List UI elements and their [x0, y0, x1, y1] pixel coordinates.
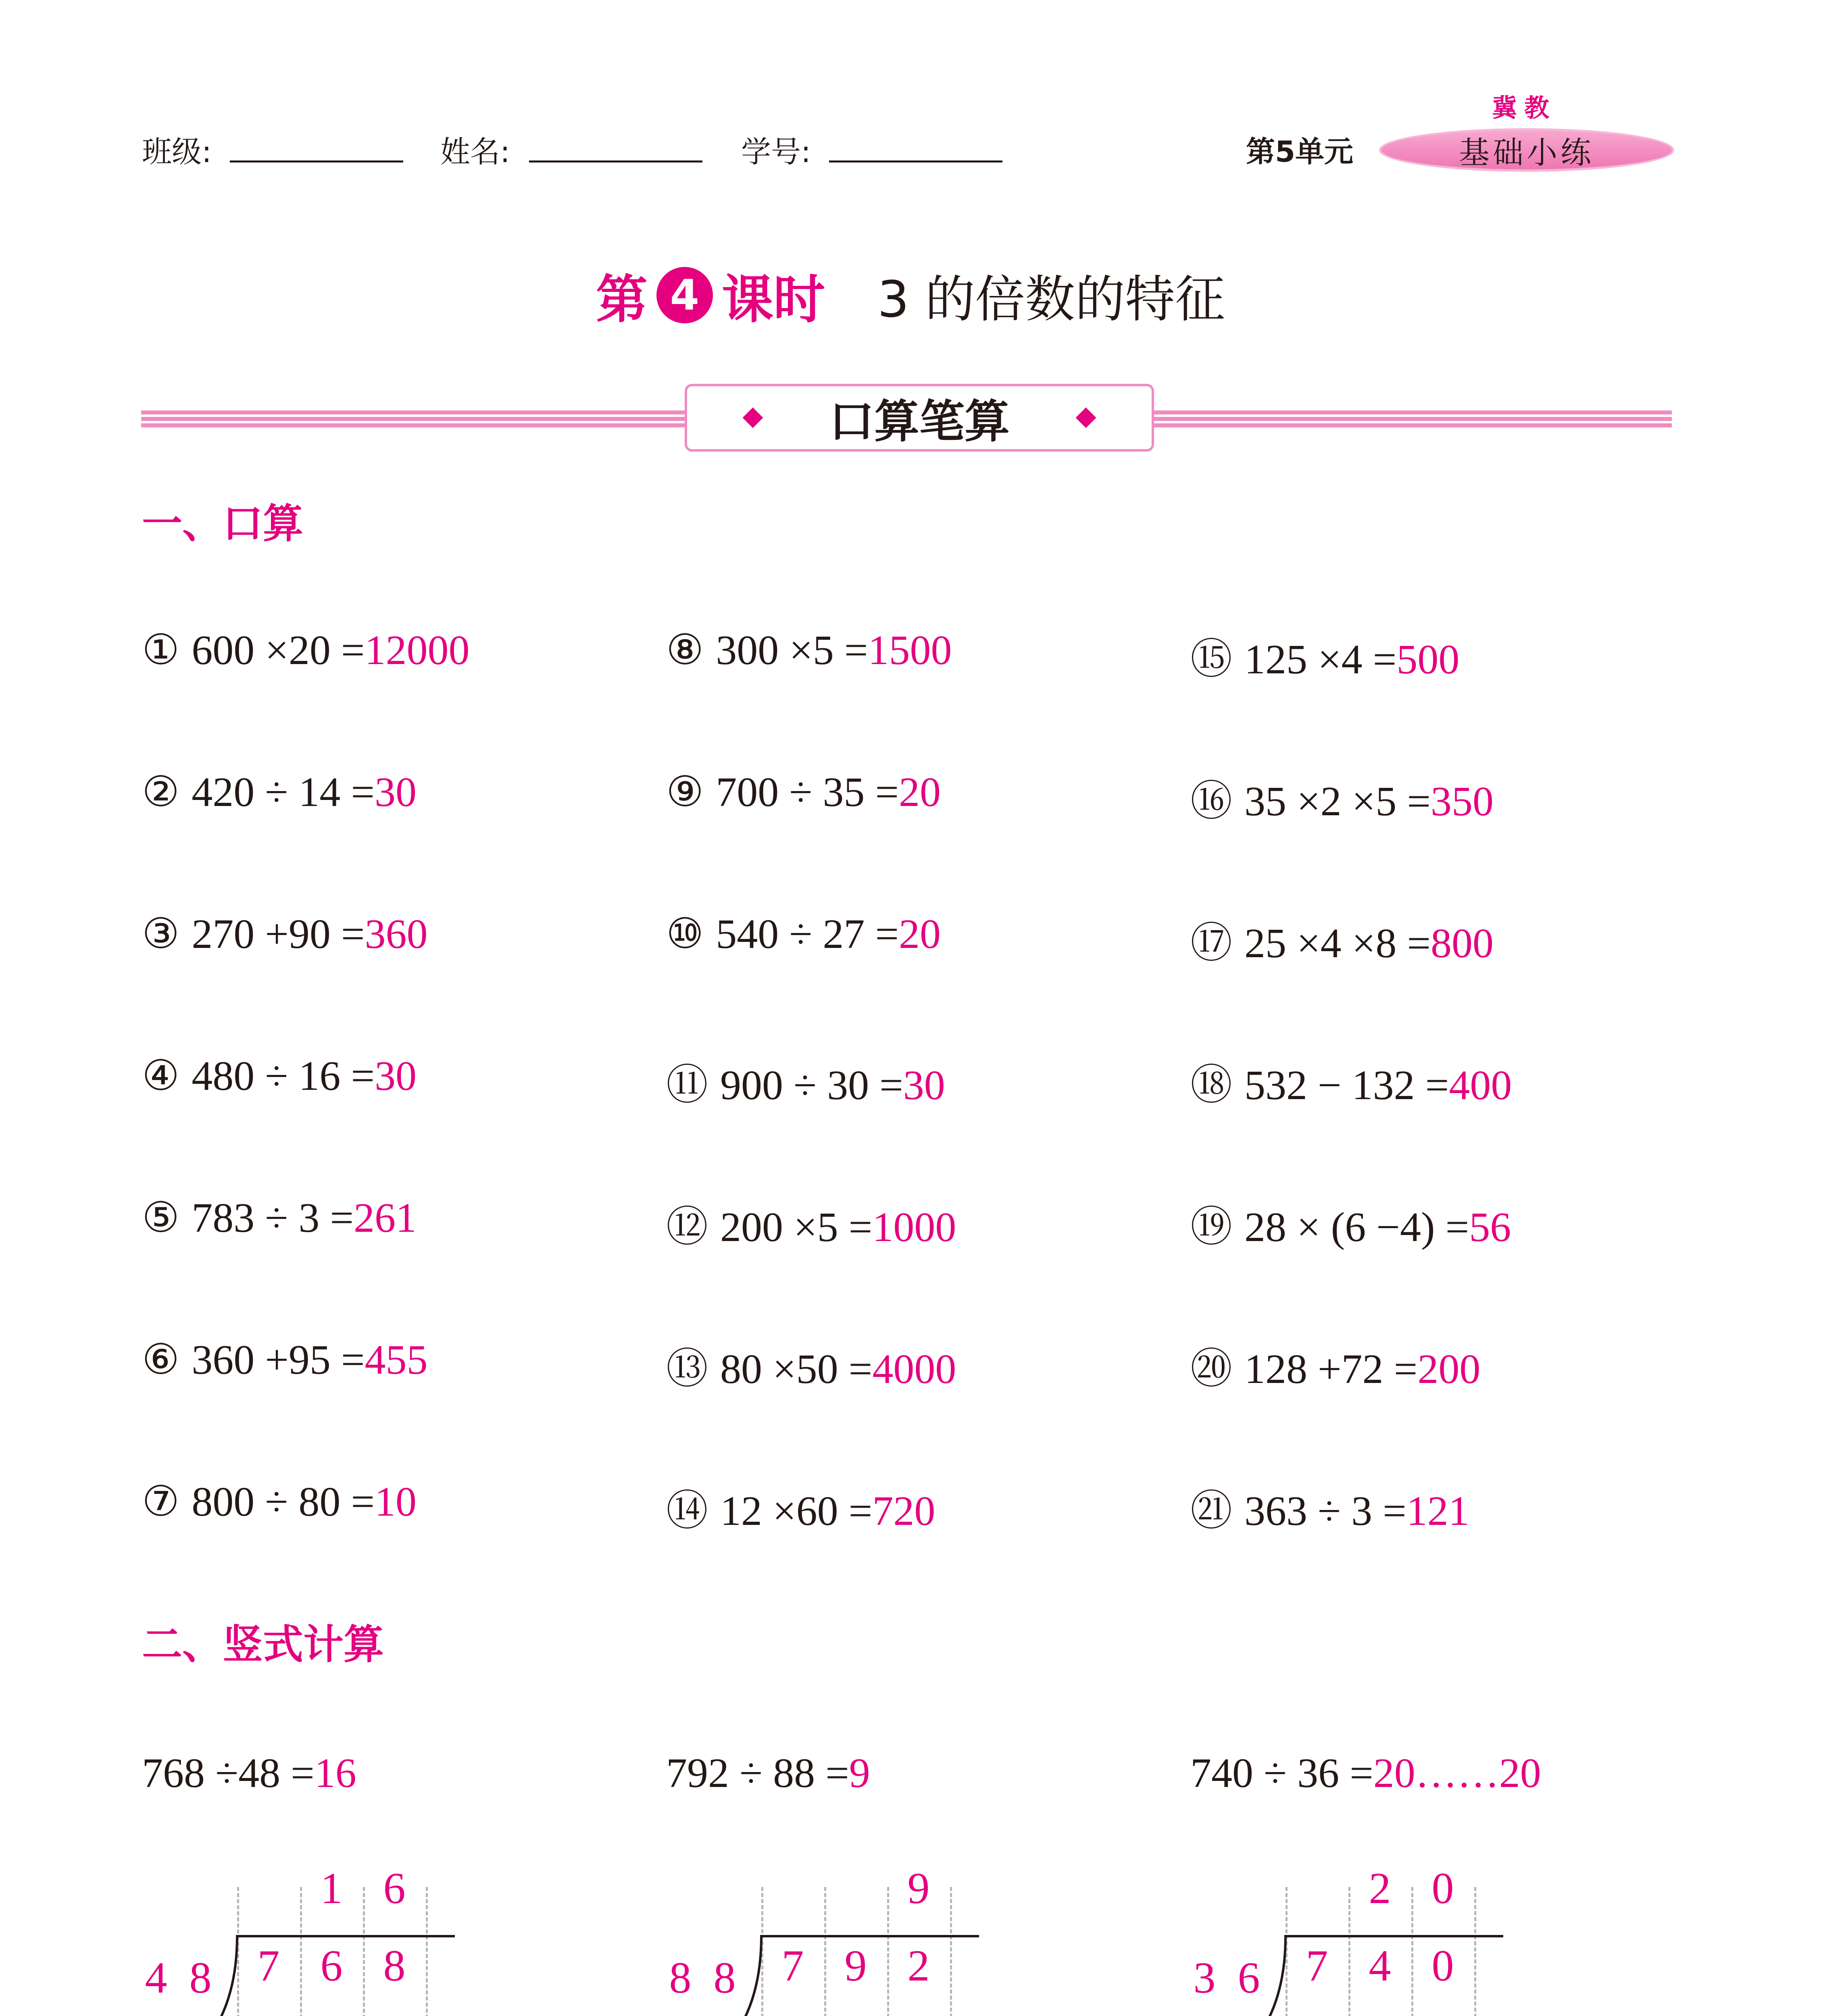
problem-number: ⑪ [666, 1062, 708, 1108]
mental-math-problem [1190, 767, 1494, 827]
problem-answer[interactable]: 20 [898, 911, 941, 957]
problem-number: ⑩ [666, 911, 704, 957]
work-digit: 6 [320, 1941, 343, 1990]
problem-answer[interactable]: 1000 [872, 1204, 956, 1250]
divisor-digit: 8 [189, 1953, 212, 2002]
problem-number: ⑧ [666, 627, 704, 673]
problem-expression: 80 ×50 = [720, 1346, 873, 1392]
problem-expression: 532 − 132 = [1244, 1062, 1449, 1108]
lesson-suffix: 课时 [721, 270, 825, 330]
problem-number: ⑯ [1190, 778, 1233, 825]
problem-expression: 125 ×4 = [1244, 636, 1397, 683]
problem-number: ① [142, 627, 180, 673]
problem-expression: 600 ×20 = [192, 627, 365, 673]
brand-name: 基础小练 [1459, 134, 1594, 171]
class-label: 班级: [142, 135, 212, 169]
problem-answer[interactable]: 400 [1449, 1062, 1512, 1108]
problem-expression: 35 ×2 ×5 = [1244, 778, 1431, 825]
problem-answer[interactable]: 30 [903, 1062, 945, 1108]
divisor-digit: 3 [1193, 1953, 1216, 2002]
class-blank[interactable] [230, 160, 403, 162]
problem-expression: 363 ÷ 3 = [1244, 1488, 1406, 1534]
mental-math-problem [666, 909, 941, 958]
quotient-digit: 9 [907, 1864, 930, 1913]
division-expression: 740 ÷ 36 = [1190, 1750, 1373, 1796]
problem-expression: 128 +72 = [1244, 1346, 1418, 1392]
student-id-label: 学号: [741, 135, 811, 169]
diamond-icon [743, 408, 763, 428]
mental-math-problem [1190, 909, 1494, 969]
problem-number: ⑱ [1190, 1062, 1233, 1108]
mental-math-problem [1190, 625, 1459, 685]
diamond-icon [1075, 408, 1096, 428]
divisor-digit: 8 [669, 1953, 692, 2002]
problem-answer[interactable]: 200 [1417, 1346, 1481, 1392]
name-blank[interactable] [529, 160, 702, 162]
mental-math-problem [142, 1335, 428, 1384]
mental-math-problem [142, 1051, 417, 1100]
problem-answer[interactable]: 360 [365, 911, 428, 957]
problem-answer[interactable]: 800 [1430, 920, 1494, 966]
work-digit: 4 [1369, 1941, 1391, 1990]
work-digit: 2 [907, 1941, 930, 1990]
lesson-topic: 3 的倍数的特征 [877, 271, 1225, 329]
problem-answer[interactable]: 30 [374, 1053, 417, 1099]
brand-publisher: 冀教 [1492, 93, 1557, 123]
problem-number: ⑤ [142, 1195, 180, 1241]
work-digit: 9 [844, 1941, 867, 1990]
problem-expression: 700 ÷ 35 = [716, 769, 899, 815]
mental-math-problem [666, 625, 952, 674]
problem-answer[interactable]: 500 [1396, 636, 1460, 683]
problem-answer[interactable]: 12000 [365, 627, 470, 673]
problem-answer[interactable]: 720 [872, 1488, 936, 1534]
work-digit: 7 [1306, 1941, 1328, 1990]
problem-expression: 800 ÷ 80 = [192, 1479, 375, 1525]
mental-math-problem [1190, 1477, 1469, 1537]
mental-math-problem [142, 1193, 417, 1242]
section-mental-math-title: 一、口算 [142, 500, 303, 547]
division-answer[interactable]: 9 [849, 1750, 870, 1796]
brand-logo [1379, 128, 1674, 172]
division-problem [666, 1749, 870, 1797]
unit-label: 第5单元 [1246, 135, 1354, 169]
problem-expression: 783 ÷ 3 = [192, 1195, 354, 1241]
problem-expression: 200 ×5 = [720, 1204, 873, 1250]
problem-number: ④ [142, 1053, 180, 1099]
lesson-number: 4 [656, 267, 713, 323]
page-title [0, 258, 1821, 332]
problem-expression: 480 ÷ 16 = [192, 1053, 375, 1099]
problem-answer[interactable]: 20 [898, 769, 941, 815]
problem-number: ③ [142, 911, 180, 957]
problem-number: ㉑ [1190, 1488, 1233, 1534]
mental-math-problem [666, 767, 941, 816]
quotient-digit: 6 [383, 1864, 406, 1913]
mental-math-problem [142, 909, 428, 958]
problem-number: ⑥ [142, 1337, 180, 1383]
problem-number: ⑫ [666, 1204, 708, 1250]
division-answer[interactable]: 20……20 [1373, 1750, 1541, 1796]
quotient-digit: 2 [1369, 1864, 1391, 1913]
division-problem [142, 1749, 356, 1797]
work-digit: 8 [383, 1941, 406, 1990]
problem-number: ⑮ [1190, 636, 1233, 683]
mental-math-problem [666, 1477, 935, 1537]
problem-answer[interactable]: 121 [1406, 1488, 1469, 1534]
problem-expression: 28 × (6 −4) = [1244, 1204, 1469, 1250]
section-vertical-calc-title: 二、竖式计算 [142, 1621, 384, 1668]
problem-number: ⑨ [666, 769, 704, 815]
problem-expression: 420 ÷ 14 = [192, 769, 375, 815]
lesson-heading [596, 258, 825, 332]
mental-math-problem [1190, 1335, 1480, 1395]
quotient-digit: 1 [320, 1864, 343, 1913]
problem-answer[interactable]: 56 [1469, 1204, 1511, 1250]
band-title: 口算笔算 [829, 395, 1010, 448]
division-problem [1190, 1749, 1541, 1797]
lesson-prefix: 第 [596, 270, 648, 330]
work-digit: 7 [257, 1941, 280, 1990]
problem-expression: 12 ×60 = [720, 1488, 873, 1534]
problem-number: ⑳ [1190, 1346, 1233, 1392]
problem-answer[interactable]: 350 [1430, 778, 1494, 825]
mental-math-problem [142, 767, 417, 816]
division-expression: 792 ÷ 88 = [666, 1750, 849, 1796]
problem-expression: 270 +90 = [192, 911, 365, 957]
mental-math-problem [666, 1051, 945, 1111]
problem-answer[interactable]: 10 [374, 1479, 417, 1525]
divisor-digit: 8 [713, 1953, 736, 2002]
mental-math-problem [1190, 1051, 1512, 1111]
problem-expression: 25 ×4 ×8 = [1244, 920, 1431, 966]
problem-answer[interactable]: 261 [353, 1195, 417, 1241]
mental-math-problem [142, 625, 470, 674]
problem-answer[interactable]: 455 [365, 1337, 428, 1383]
problem-answer[interactable]: 4000 [872, 1346, 956, 1392]
problem-number: ⑲ [1190, 1204, 1233, 1250]
problem-expression: 540 ÷ 27 = [716, 911, 899, 957]
quotient-digit: 0 [1431, 1864, 1454, 1913]
problem-number: ⑦ [142, 1479, 180, 1525]
mental-math-problem [142, 1477, 417, 1526]
work-digit: 0 [1431, 1941, 1454, 1990]
divisor-digit: 6 [1238, 1953, 1260, 2002]
problem-expression: 360 +95 = [192, 1337, 365, 1383]
problem-expression: 900 ÷ 30 = [720, 1062, 903, 1108]
division-expression: 768 ÷48 = [142, 1750, 315, 1796]
divisor-digit: 4 [145, 1953, 167, 2002]
problem-number: ⑬ [666, 1346, 708, 1392]
problem-expression: 300 ×5 = [716, 627, 868, 673]
problem-number: ⑰ [1190, 920, 1233, 966]
problem-number: ② [142, 769, 180, 815]
problem-number: ⑭ [666, 1488, 708, 1534]
mental-math-problem [666, 1193, 956, 1253]
problem-answer[interactable]: 1500 [868, 627, 952, 673]
band-title-box [685, 384, 1154, 452]
mental-math-problem [1190, 1193, 1511, 1253]
name-label: 姓名: [440, 135, 510, 169]
work-digit: 7 [781, 1941, 804, 1990]
division-answer[interactable]: 16 [314, 1750, 356, 1796]
problem-answer[interactable]: 30 [374, 769, 417, 815]
student-id-blank[interactable] [829, 160, 1002, 162]
mental-math-problem [666, 1335, 956, 1395]
